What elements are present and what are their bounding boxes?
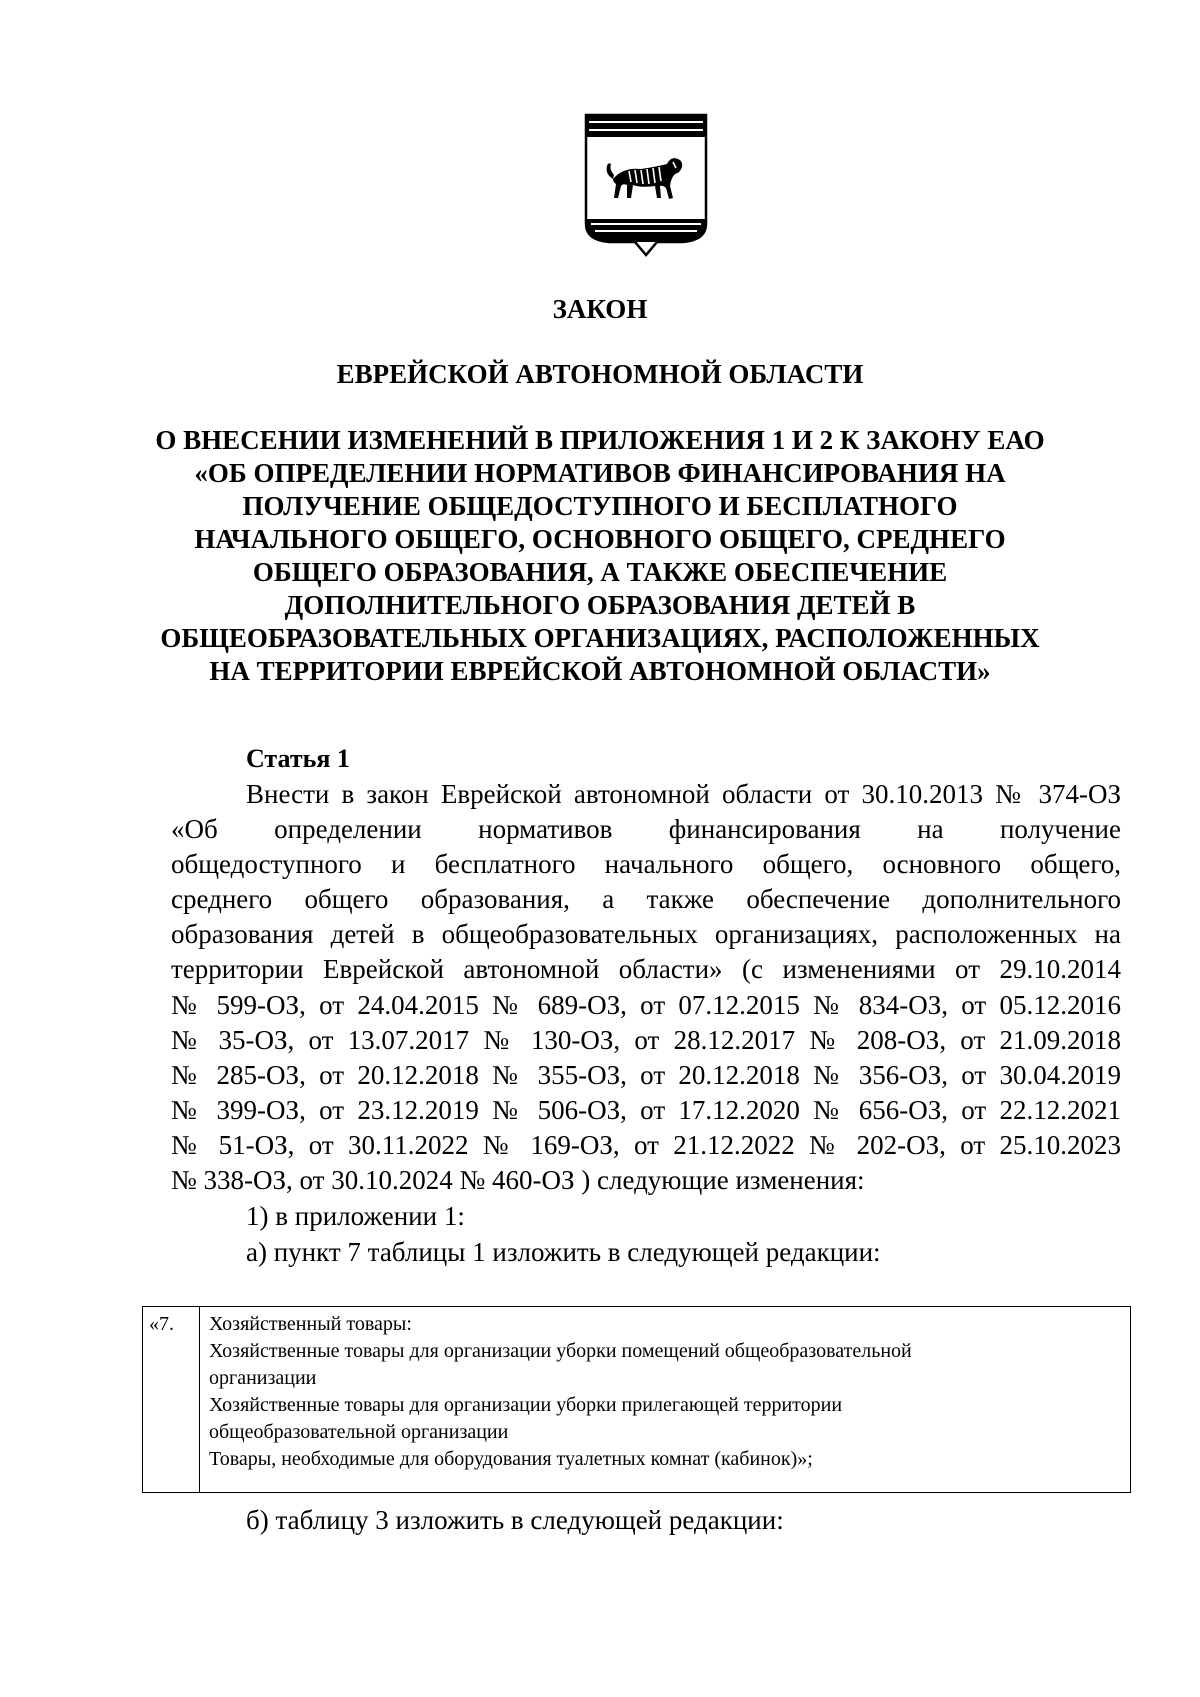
law-title-line: НА ТЕРРИТОРИИ ЕВРЕЙСКОЙ АВТОНОМНОЙ ОБЛАСТИ» <box>209 656 991 686</box>
amendment-table <box>142 1306 1131 1493</box>
table-text-line: Хозяйственные товары для организации уборки прилегающей территории <box>209 1394 843 1416</box>
paragraph-line: № 399-ОЗ, от 23.12.2019 № 506-ОЗ, от 17.12.2020 № 656-ОЗ, от 22.12.2021 <box>171 1095 1121 1125</box>
law-title-line: НАЧАЛЬНОГО ОБЩЕГО, ОСНОВНОГО ОБЩЕГО, СРЕДНЕГО <box>194 524 1006 554</box>
paragraph-line: Внести в закон Еврейской автономной области от 30.10.2013 № 374-ОЗ <box>246 779 1121 809</box>
table-text-line: Хозяйственный товары: <box>209 1313 412 1335</box>
paragraph-line: № 51-ОЗ, от 30.11.2022 № 169-ОЗ, от 21.12.2022 № 202-ОЗ, от 25.10.2023 <box>171 1130 1121 1160</box>
paragraph-line: № 35-ОЗ, от 13.07.2017 № 130-ОЗ, от 28.12.2017 № 208-ОЗ, от 21.09.2018 <box>171 1025 1121 1055</box>
list-item: б) таблицу 3 изложить в следующей редакции: <box>246 1505 784 1535</box>
law-title-line: О ВНЕСЕНИИ ИЗМЕНЕНИЙ В ПРИЛОЖЕНИЯ 1 И 2 К ЗАКОНУ ЕАО <box>155 425 1045 455</box>
paragraph-line: «Об определении нормативов финансирования на получение <box>171 814 1121 844</box>
table-cell-number: «7. <box>143 1307 200 1493</box>
law-title-line: ОБЩЕОБРАЗОВАТЕЛЬНЫХ ОРГАНИЗАЦИЯХ, РАСПОЛОЖЕННЫХ <box>160 623 1040 653</box>
paragraph-line: общедоступного и бесплатного начального общего, основного общего, <box>171 849 1121 879</box>
list-item: 1) в приложении 1: <box>246 1201 465 1231</box>
paragraph-line: № 285-ОЗ, от 20.12.2018 № 355-ОЗ, от 20.12.2018 № 356-ОЗ, от 30.04.2019 <box>171 1060 1121 1090</box>
table-text-line: Товары, необходимые для оборудования туалетных комнат (кабинок)»; <box>209 1448 813 1470</box>
paragraph-line: среднего общего образования, а также обеспечение дополнительного <box>171 884 1121 914</box>
paragraph-line: № 338-ОЗ, от 30.10.2024 № 460-ОЗ ) следующие изменения: <box>171 1165 865 1195</box>
law-title <box>0 424 1200 688</box>
table-text-line: Хозяйственные товары для организации уборки помещений общеобразовательной <box>209 1340 912 1362</box>
law-title-line: ПОЛУЧЕНИЕ ОБЩЕДОСТУПНОГО И БЕСПЛАТНОГО <box>242 491 958 521</box>
paragraph-line: № 599-ОЗ, от 24.04.2015 № 689-ОЗ, от 07.12.2015 № 834-ОЗ, от 05.12.2016 <box>171 990 1121 1020</box>
table-text-line: организации <box>209 1367 317 1389</box>
list-item: а) пункт 7 таблицы 1 изложить в следующей редакции: <box>246 1237 881 1267</box>
table-text-line: общеобразовательной организации <box>209 1421 509 1443</box>
paragraph-line: образования детей в общеобразовательных организациях, расположенных на <box>171 919 1121 949</box>
law-title-line: ОБЩЕГО ОБРАЗОВАНИЯ, А ТАКЖЕ ОБЕСПЕЧЕНИЕ <box>252 557 948 587</box>
document-type-heading: ЗАКОН <box>552 294 648 324</box>
coat-of-arms-tiger-icon <box>583 112 709 257</box>
table-cell-content <box>200 1307 1131 1493</box>
table-row <box>143 1307 1131 1493</box>
region-heading: ЕВРЕЙСКОЙ АВТОНОМНОЙ ОБЛАСТИ <box>336 359 864 389</box>
paragraph-line: территории Еврейской автономной области» (с изменениями от 29.10.2014 <box>171 954 1121 984</box>
law-title-line: «ОБ ОПРЕДЕЛЕНИИ НОРМАТИВОВ ФИНАНСИРОВАНИЯ НА <box>194 458 1006 488</box>
law-title-line: ДОПОЛНИТЕЛЬНОГО ОБРАЗОВАНИЯ ДЕТЕЙ В <box>284 590 916 620</box>
article-heading: Статья 1 <box>246 744 350 773</box>
